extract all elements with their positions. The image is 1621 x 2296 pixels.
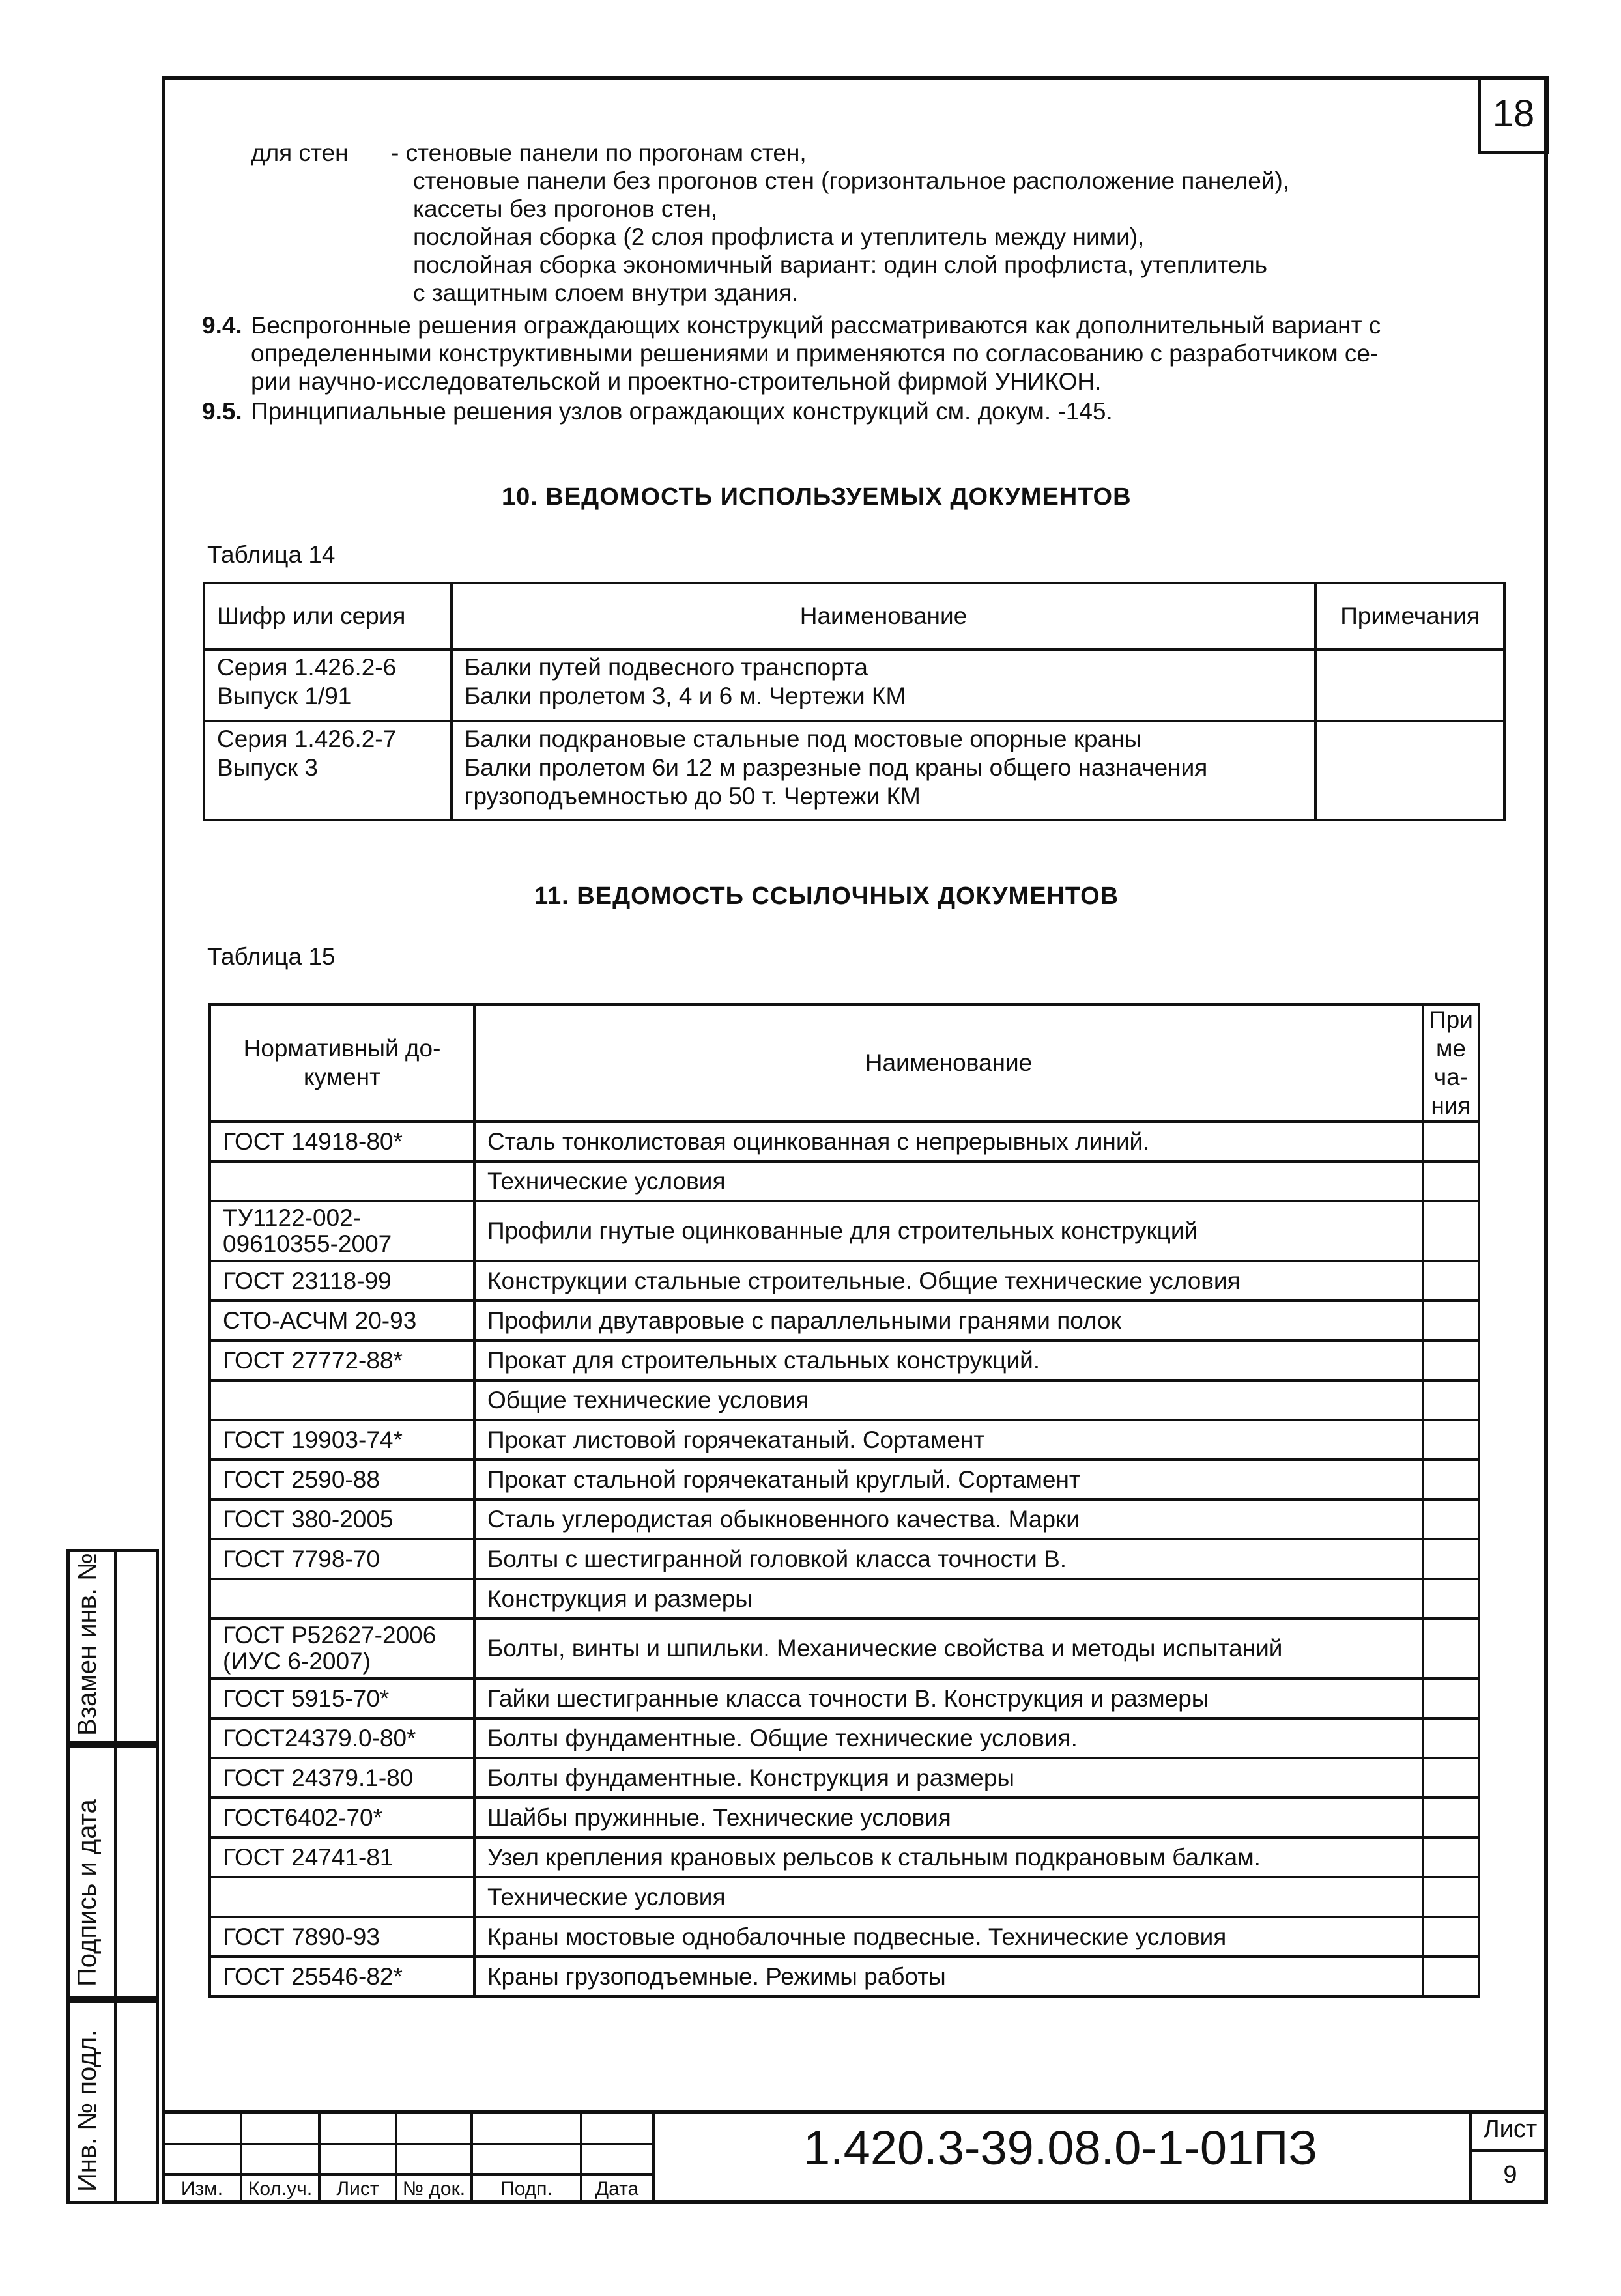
table-row: [210, 1837, 1479, 1877]
table-row: [210, 1420, 1479, 1460]
sheet-number: 9: [1503, 2161, 1517, 2189]
cell-name: Гайки шестигранные класса точности В. Конструкция и размеры: [474, 1679, 1423, 1718]
cell-doc: [210, 1957, 474, 1996]
table-row: [210, 1679, 1479, 1718]
cell-note: [1423, 1122, 1479, 1161]
table-row: [210, 1201, 1479, 1261]
cell-name: Болты фундаментные. Общие технические условия.: [474, 1718, 1423, 1758]
cell-note: [1423, 1579, 1479, 1619]
sheet-label: Лист: [1483, 2116, 1538, 2143]
cell-code: Выпуск 3: [217, 754, 318, 781]
table-14-caption: Таблица 14: [207, 541, 336, 568]
cell-code: Серия 1.426.2-6: [217, 654, 397, 681]
cell-doc: [210, 1301, 474, 1340]
table-row: [210, 1718, 1479, 1758]
col-header: Наименование: [474, 1004, 1423, 1122]
table-row: [210, 1758, 1479, 1798]
stamp-col-label: Подп.: [500, 2178, 552, 2200]
cell-note: [1423, 1679, 1479, 1718]
table-15: [208, 1003, 1480, 1998]
cell-doc-line: (ИУС 6-2007): [223, 1648, 371, 1675]
table-row: [210, 1957, 1479, 1996]
cell-doc: [210, 1161, 474, 1201]
cell-doc-line: ГОСТ24379.0-80*: [223, 1724, 416, 1751]
cell-code: Выпуск 1/91: [217, 683, 352, 709]
section-10-title: 10. ВЕДОМОСТЬ ИСПОЛЬЗУЕМЫХ ДОКУМЕНТОВ: [502, 483, 1132, 511]
item-number: 9.5.: [202, 398, 242, 425]
side-label-signature: Подпись и дата: [73, 1799, 102, 1987]
stamp-col-label: Лист: [336, 2178, 379, 2200]
side-divider: [114, 1549, 117, 2204]
cell-doc: [210, 1261, 474, 1301]
cell-doc: [210, 1679, 474, 1718]
col-header: ча-: [1433, 1064, 1469, 1090]
intro-line: послойная сборка (2 слоя профлиста и утеплитель между ними),: [413, 223, 1145, 250]
cell-name: Сталь тонколистовая оцинкованная с непрерывных линий.: [474, 1122, 1423, 1161]
col-header: ме: [1435, 1035, 1466, 1062]
cell-note: [1423, 1460, 1479, 1499]
page-number: 18: [1478, 76, 1549, 154]
document-designation: 1.420.3-39.08.0-1-01ПЗ: [803, 2121, 1318, 2175]
cell-name: Конструкции стальные строительные. Общие технические условия: [474, 1261, 1423, 1301]
item-line: определенными конструктивными решениями и применяются по согласованию с разработчиком се-: [251, 340, 1379, 367]
cell-doc-line: ГОСТ 2590-88: [223, 1466, 380, 1493]
cell-name: Узел крепления крановых рельсов к стальным подкрановым балкам.: [474, 1837, 1423, 1877]
cell-name: грузоподъемностью до 50 т. Чертежи КМ: [465, 783, 921, 810]
cell-doc-line: ГОСТ 7798-70: [223, 1545, 380, 1572]
cell-note: [1315, 721, 1504, 820]
cell-name: Шайбы пружинные. Технические условия: [474, 1798, 1423, 1837]
side-label-inventory: Инв. № подл.: [73, 2029, 102, 2192]
item-number: 9.4.: [202, 312, 242, 339]
intro-line: стеновые панели без прогонов стен (горизонтальное расположение панелей),: [413, 167, 1290, 194]
cell-name: Профили двутавровые с параллельными гранями полок: [474, 1301, 1423, 1340]
table-row: [204, 721, 1504, 820]
stamp-top-line: [162, 2110, 1548, 2114]
cell-name: Балки пролетом 6и 12 м разрезные под краны общего назначения: [465, 754, 1208, 781]
table-15-caption: Таблица 15: [207, 943, 336, 970]
cell-note: [1423, 1261, 1479, 1301]
cell-doc: [210, 1340, 474, 1380]
cell-doc-line: ТУ1122-002-: [223, 1204, 362, 1231]
cell-note: [1423, 1201, 1479, 1261]
stamp-grid: [162, 2173, 652, 2176]
cell-name: Технические условия: [474, 1161, 1423, 1201]
table-row: [210, 1877, 1479, 1917]
cell-name: Прокат стальной горячекатаный круглый. Сортамент: [474, 1460, 1423, 1499]
cell-note: [1423, 1837, 1479, 1877]
cell-note: [1423, 1420, 1479, 1460]
intro-line: кассеты без прогонов стен,: [413, 195, 718, 222]
table-row: [210, 1460, 1479, 1499]
cell-doc-line: ГОСТ 24379.1-80: [223, 1764, 414, 1791]
cell-name: Болты с шестигранной головкой класса точности В.: [474, 1539, 1423, 1579]
section-11-title: 11. ВЕДОМОСТЬ ССЫЛОЧНЫХ ДОКУМЕНТОВ: [534, 883, 1119, 910]
cell-name: Общие технические условия: [474, 1380, 1423, 1420]
cell-doc-line: ГОСТ6402-70*: [223, 1804, 383, 1831]
cell-doc: [210, 1718, 474, 1758]
cell-doc: [210, 1539, 474, 1579]
cell-note: [1423, 1499, 1479, 1539]
table-row: [210, 1261, 1479, 1301]
cell-doc: [210, 1837, 474, 1877]
col-header: Нормативный до-: [243, 1035, 441, 1062]
table-row: [210, 1798, 1479, 1837]
intro-line: с защитным слоем внутри здания.: [413, 279, 799, 306]
cell-note: [1423, 1798, 1479, 1837]
cell-note: [1423, 1619, 1479, 1679]
cell-doc: [210, 1619, 474, 1679]
table-row: [210, 1579, 1479, 1619]
cell-doc-line: ГОСТ 23118-99: [223, 1267, 392, 1294]
cell-note: [1423, 1539, 1479, 1579]
cell-doc-line: ГОСТ 24741-81: [223, 1843, 394, 1871]
cell-doc-line: ГОСТ Р52627-2006: [223, 1622, 437, 1649]
table-row: [210, 1539, 1479, 1579]
stamp-grid: [162, 2143, 652, 2145]
stamp-divider: [1469, 2149, 1548, 2152]
cell-doc-line: ГОСТ 5915-70*: [223, 1684, 390, 1712]
cell-code: Серия 1.426.2-7: [217, 726, 397, 752]
intro-line: - стеновые панели по прогонам стен,: [391, 139, 807, 166]
cell-doc: [210, 1201, 474, 1261]
cell-note: [1423, 1161, 1479, 1201]
table-row: [210, 1122, 1479, 1161]
cell-doc: [210, 1579, 474, 1619]
table-14: [203, 582, 1506, 821]
cell-name: Технические условия: [474, 1877, 1423, 1917]
cell-name: Краны грузоподъемные. Режимы работы: [474, 1957, 1423, 1996]
item-line: Беспрогонные решения ограждающих конструкций рассматриваются как дополнительный вариант с: [251, 312, 1381, 339]
cell-doc: [210, 1758, 474, 1798]
side-label-replace: Взамен инв. №: [73, 1552, 102, 1736]
cell-note: [1423, 1718, 1479, 1758]
item-line: рии научно-исследовательской и проектно-строительной фирмой УНИКОН.: [251, 368, 1102, 395]
intro-line: послойная сборка экономичный вариант: один слой профлиста, утеплитель: [413, 251, 1268, 278]
cell-name: Конструкция и размеры: [474, 1579, 1423, 1619]
cell-name: Прокат листовой горячекатаный. Сортамент: [474, 1420, 1423, 1460]
cell-note: [1423, 1758, 1479, 1798]
col-header: Примечания: [1315, 583, 1504, 649]
cell-doc-line: ГОСТ 380-2005: [223, 1505, 394, 1533]
cell-name: Болты фундаментные. Конструкция и размеры: [474, 1758, 1423, 1798]
stamp-col-label: Кол.уч.: [248, 2178, 313, 2200]
table-row: [210, 1917, 1479, 1957]
cell-doc: [210, 1499, 474, 1539]
cell-doc-line: ГОСТ 14918-80*: [223, 1127, 403, 1155]
cell-name: Балки путей подвесного транспорта: [465, 654, 868, 681]
cell-doc-line: ГОСТ 25546-82*: [223, 1963, 403, 1990]
cell-note: [1423, 1380, 1479, 1420]
cell-name: Краны мостовые однобалочные подвесные. Технические условия: [474, 1917, 1423, 1957]
stamp-col-label: Дата: [595, 2178, 639, 2200]
col-header: Наименование: [452, 583, 1315, 649]
col-header: кумент: [303, 1064, 381, 1090]
cell-doc-line: ГОСТ 27772-88*: [223, 1346, 403, 1374]
col-header: Шифр или серия: [204, 583, 452, 649]
col-header: При: [1429, 1006, 1473, 1033]
table-row: [210, 1499, 1479, 1539]
cell-doc: [210, 1460, 474, 1499]
cell-doc: [210, 1122, 474, 1161]
cell-note: [1315, 649, 1504, 721]
table-row: [204, 649, 1504, 721]
cell-doc-line: СТО-АСЧМ 20-93: [223, 1307, 417, 1334]
table-row: [210, 1161, 1479, 1201]
cell-doc: [210, 1420, 474, 1460]
cell-note: [1423, 1917, 1479, 1957]
item-line: Принципиальные решения узлов ограждающих конструкций см. докум. -145.: [251, 398, 1113, 425]
stamp-col-label: № док.: [402, 2178, 466, 2200]
cell-doc-line: 09610355-2007: [223, 1230, 392, 1257]
col-header: ния: [1431, 1092, 1471, 1119]
cell-name: Балки подкрановые стальные под мостовые опорные краны: [465, 726, 1142, 752]
cell-name: Сталь углеродистая обыкновенного качества. Марки: [474, 1499, 1423, 1539]
cell-doc: [210, 1877, 474, 1917]
table-row: [210, 1301, 1479, 1340]
cell-note: [1423, 1340, 1479, 1380]
table-row: [210, 1380, 1479, 1420]
cell-doc-line: ГОСТ 19903-74*: [223, 1426, 403, 1453]
cell-name: Профили гнутые оцинкованные для строительных конструкций: [474, 1201, 1423, 1261]
cell-doc: [210, 1798, 474, 1837]
stamp-col-label: Изм.: [180, 2178, 223, 2200]
table-row: [210, 1619, 1479, 1679]
cell-doc-line: ГОСТ 7890-93: [223, 1923, 380, 1950]
cell-name: Прокат для строительных стальных конструкций.: [474, 1340, 1423, 1380]
cell-doc: [210, 1917, 474, 1957]
cell-note: [1423, 1301, 1479, 1340]
cell-name: Балки пролетом 3, 4 и 6 м. Чертежи КМ: [465, 683, 906, 709]
intro-label: для стен: [251, 139, 349, 166]
cell-note: [1423, 1957, 1479, 1996]
cell-doc: [210, 1380, 474, 1420]
table-row: [210, 1340, 1479, 1380]
cell-name: Болты, винты и шпильки. Механические свойства и методы испытаний: [474, 1619, 1423, 1679]
cell-note: [1423, 1877, 1479, 1917]
